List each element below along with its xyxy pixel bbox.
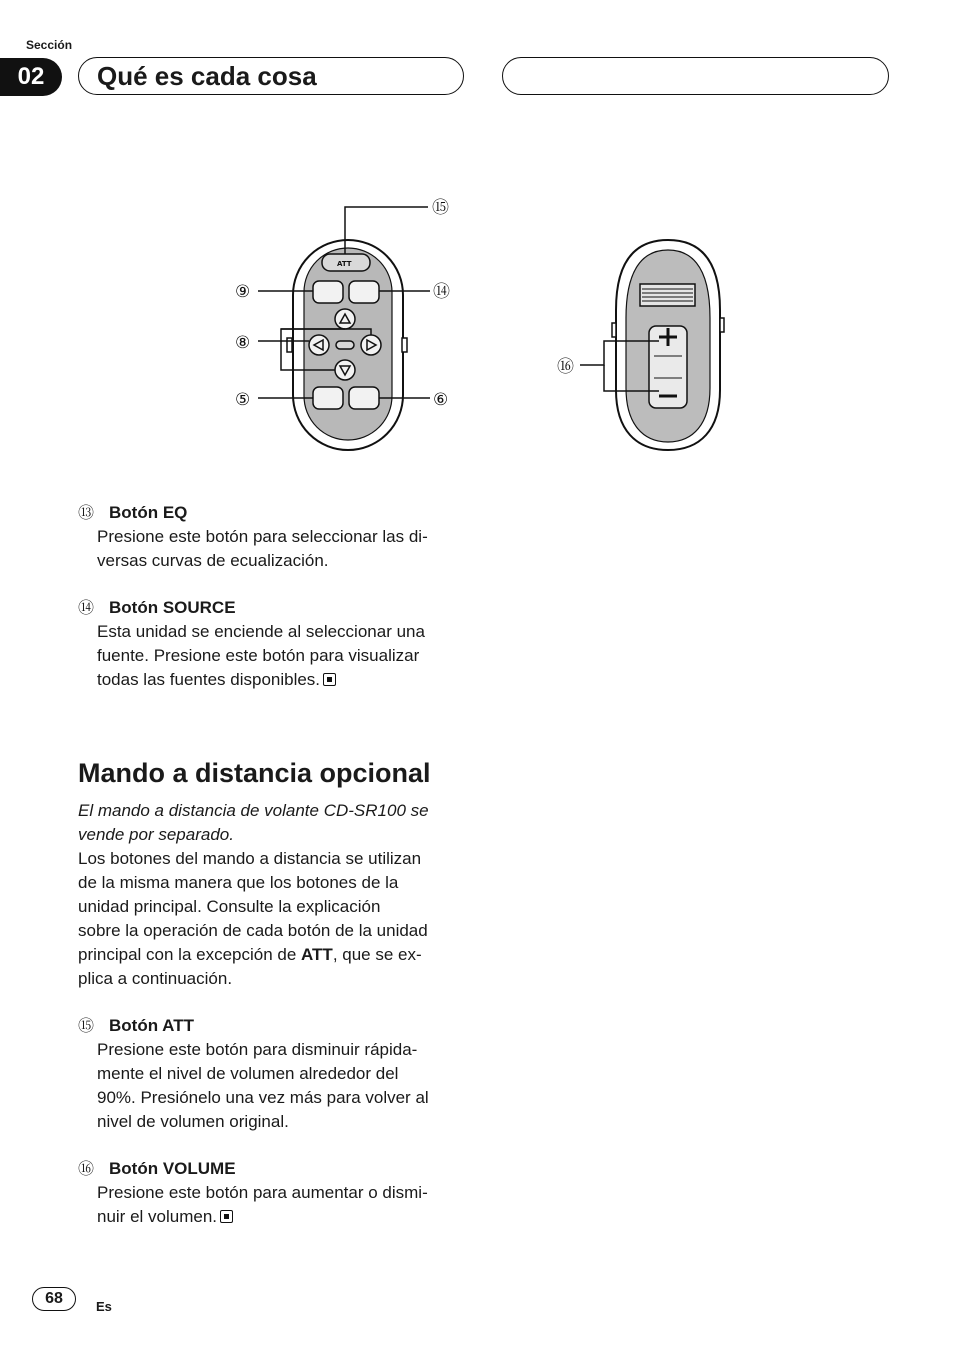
body-line: de la misma manera que los botones de la bbox=[78, 873, 399, 892]
entry-line: nuir el volumen. bbox=[97, 1207, 218, 1226]
section-label: Sección bbox=[26, 38, 73, 52]
att-label: ATT bbox=[337, 260, 352, 268]
up-arrow-button bbox=[335, 309, 355, 329]
entry-line: fuente. Presione este botón para visualizar bbox=[97, 646, 420, 665]
button-6-illustration bbox=[349, 387, 379, 409]
entry-volume bbox=[78, 1156, 468, 1229]
source-button-illustration bbox=[349, 281, 379, 303]
body-line: plica a continuación. bbox=[78, 969, 233, 988]
right-arrow-button bbox=[361, 335, 381, 355]
callout-14: ⑭ bbox=[433, 282, 450, 302]
body-text: principal con la excepción de bbox=[78, 945, 302, 964]
entry-eq bbox=[78, 500, 468, 573]
down-arrow-button bbox=[335, 360, 355, 380]
callout-15: ⑮ bbox=[432, 198, 449, 218]
button-5-illustration bbox=[313, 387, 343, 409]
body-line: unidad principal. Consulte la explicación bbox=[78, 897, 381, 916]
entry-line: mente el nivel de volumen alrededor del bbox=[97, 1064, 399, 1083]
button-9-illustration bbox=[313, 281, 343, 303]
section-number-badge: 02 bbox=[0, 58, 62, 96]
entry-line: Presione este botón para seleccionar las di- bbox=[97, 527, 428, 546]
body-text: , que se ex- bbox=[332, 945, 422, 964]
remote-diagrams bbox=[0, 0, 954, 480]
entry-line: versas curvas de ecualización. bbox=[97, 551, 329, 570]
body-line: Los botones del mando a distancia se utilizan bbox=[78, 849, 422, 868]
body-bold-term: ATT bbox=[301, 945, 333, 964]
callout-8: ⑧ bbox=[235, 333, 251, 353]
entry-title: Botón VOLUME bbox=[109, 1159, 236, 1178]
entry-line: Presione este botón para aumentar o dismi- bbox=[97, 1183, 428, 1202]
page-title: Qué es cada cosa bbox=[97, 61, 317, 91]
section-heading: Mando a distancia opcional bbox=[78, 758, 431, 788]
callout-6: ⑥ bbox=[433, 390, 449, 410]
entry-line: Presione este botón para disminuir rápida- bbox=[97, 1040, 418, 1059]
entry-title: Botón EQ bbox=[109, 503, 188, 522]
entry-source bbox=[78, 595, 468, 692]
remote-control-illustration bbox=[287, 240, 407, 450]
entry-line: Esta unidad se enciende al seleccionar una bbox=[97, 622, 425, 641]
end-mark-icon bbox=[220, 1210, 233, 1223]
entry-title: Botón ATT bbox=[109, 1016, 194, 1035]
steering-remote-illustration bbox=[612, 240, 724, 450]
body-line: sobre la operación de cada botón de la unidad bbox=[78, 921, 428, 940]
entry-line: todas las fuentes disponibles. bbox=[97, 670, 321, 689]
left-arrow-button bbox=[309, 335, 329, 355]
entry-number: ⑯ bbox=[78, 1161, 95, 1178]
entry-line: nivel de volumen original. bbox=[97, 1112, 289, 1131]
callout-5: ⑤ bbox=[235, 390, 251, 410]
page-number: 68 bbox=[32, 1287, 76, 1311]
intro-line: vende por separado. bbox=[78, 825, 234, 844]
entry-number: ⑭ bbox=[78, 600, 95, 617]
callout-16: ⑯ bbox=[557, 357, 574, 377]
intro-line: El mando a distancia de volante CD-SR100 se bbox=[78, 801, 429, 820]
entry-number: ⑬ bbox=[78, 505, 95, 522]
section-intro bbox=[78, 799, 473, 991]
language-code: Es bbox=[96, 1299, 112, 1314]
callout-9: ⑨ bbox=[235, 282, 251, 302]
entry-number: ⑮ bbox=[78, 1018, 95, 1035]
entry-att bbox=[78, 1013, 468, 1134]
entry-line: 90%. Presiónelo una vez más para volver al bbox=[97, 1088, 429, 1107]
entry-title: Botón SOURCE bbox=[109, 598, 236, 617]
end-mark-icon bbox=[323, 673, 336, 686]
